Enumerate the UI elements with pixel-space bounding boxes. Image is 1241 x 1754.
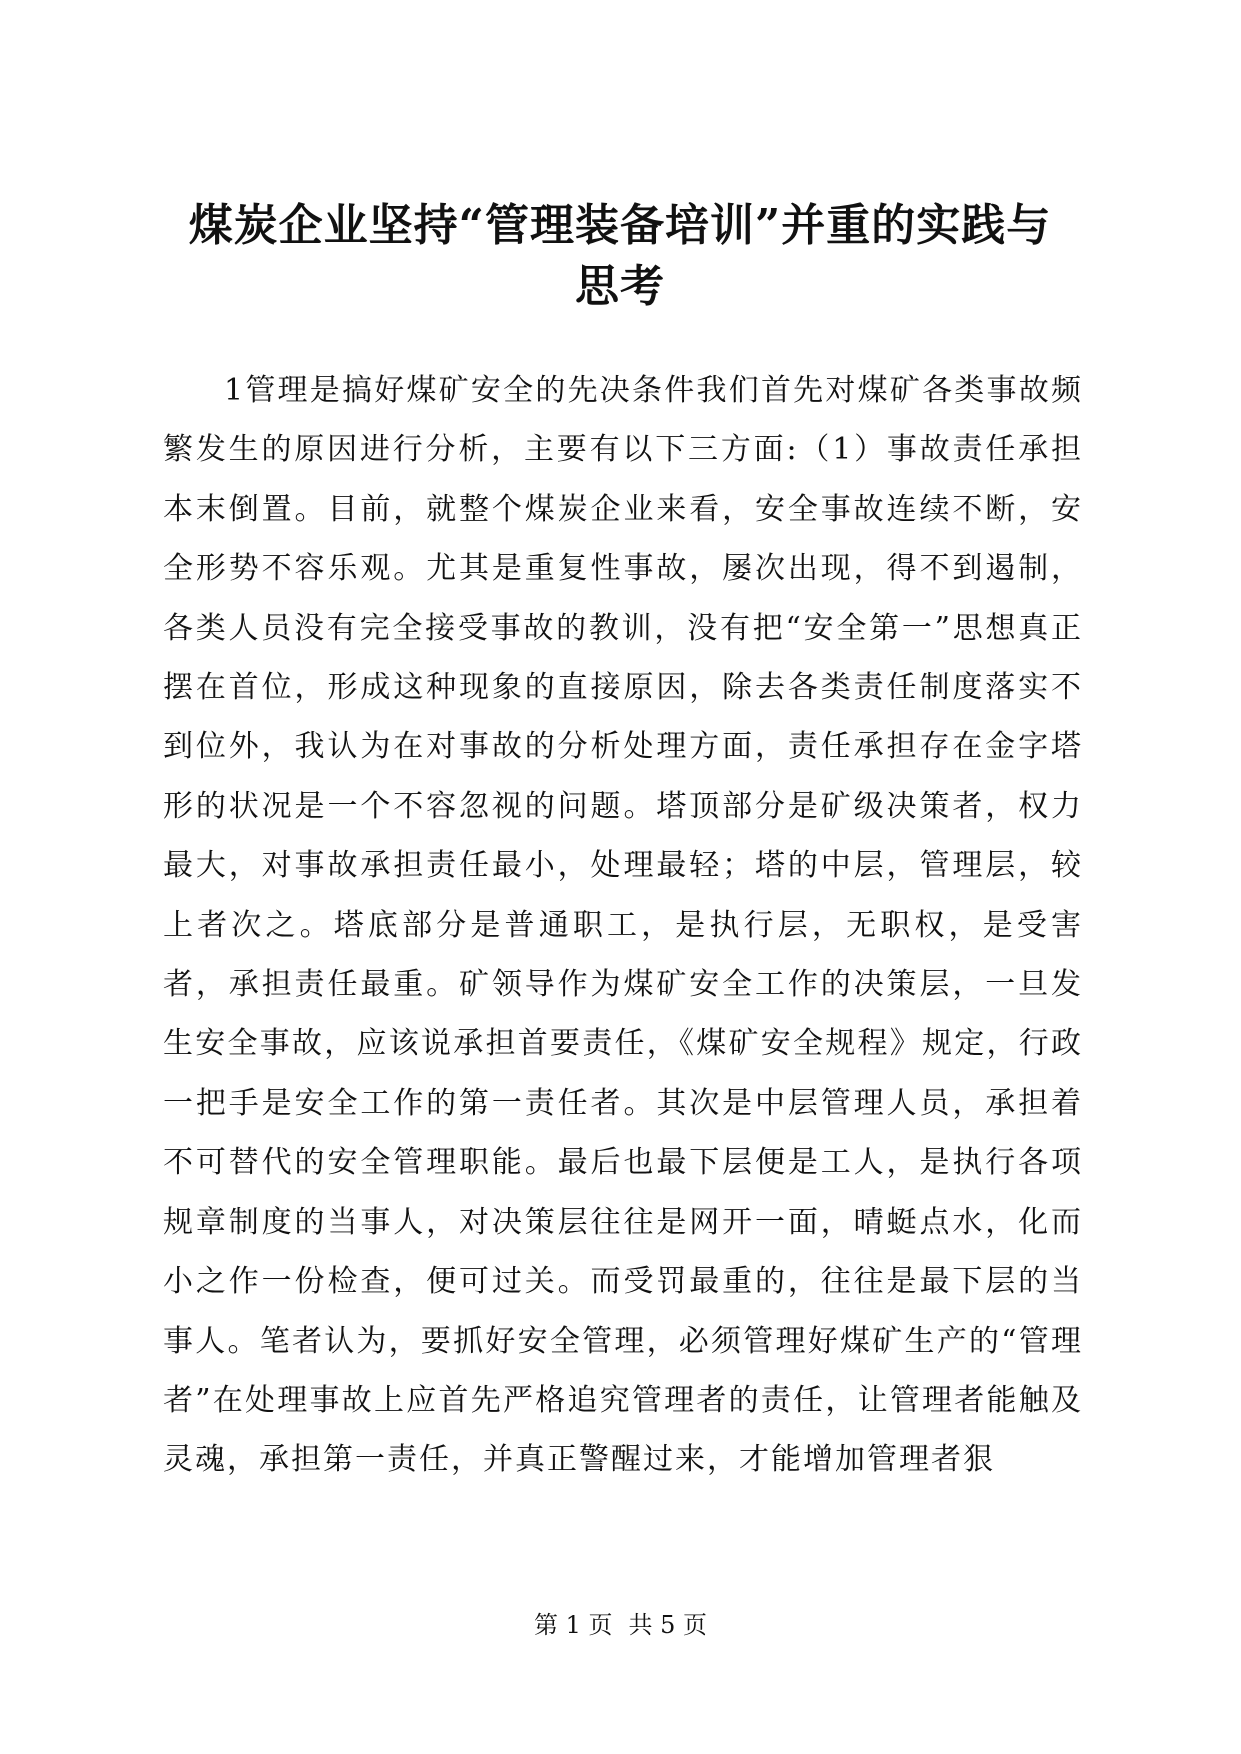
document-title: 煤炭企业坚持“管理装备培训”并重的实践与 思考: [188, 200, 1052, 312]
page-footer: [0, 1610, 1241, 1640]
page-number: 第 1 页: [533, 1611, 613, 1639]
page-total: 共 5 页: [628, 1611, 708, 1639]
document-body: 1管理是搞好煤矿安全的先决条件我们首先对煤矿各类事故频繁发生的原因进行分析，主要有以下三方面:（1）事故责任承担本末倒置。目前，就整个煤炭企业来看，安全事故连续不断，安全形势不容乐观。尤其是重复性事故，屡次出现，得不到遏制，各类人员没有完全接受事故的教训，没有把“安全第一”思想真正摆在首位，形成这种现象的直接原因，除去各类责任制度落实不到位外，我认为在对事故的分析处理方面，责任承担存在金字塔形的状况是一个不容忽视的问题。塔顶部分是矿级决策者，权力最大，对事故承担责任最小，处理最轻；塔的中层，管理层，较上者次之。塔底部分是普通职工，是执行层，无职权，是受害者，承担责任最重。矿领导作为煤矿安全工作的决策层，一旦发生安全事故，应该说承担首要责任，《煤矿安全规程》规定，行政一把手是安全工作的第一责任者。其次是中层管理人员，承担着不可替代的安全管理职能。最后也最下层便是工人，是执行各项规章制度的当事人，对决策层往往是网开一面，晴蜓点水，化而小之作一份检查，便可过关。而受罚最重的，往往是最下层的当事人。笔者认为，要抓好安全管理，必须管理好煤矿生产的“管理者”在处理事故上应首先严格追究管理者的责任，让管理者能触及灵魂，承担第一责任，并真正警醒过来，才能增加管理者狠: [163, 373, 1083, 1478]
